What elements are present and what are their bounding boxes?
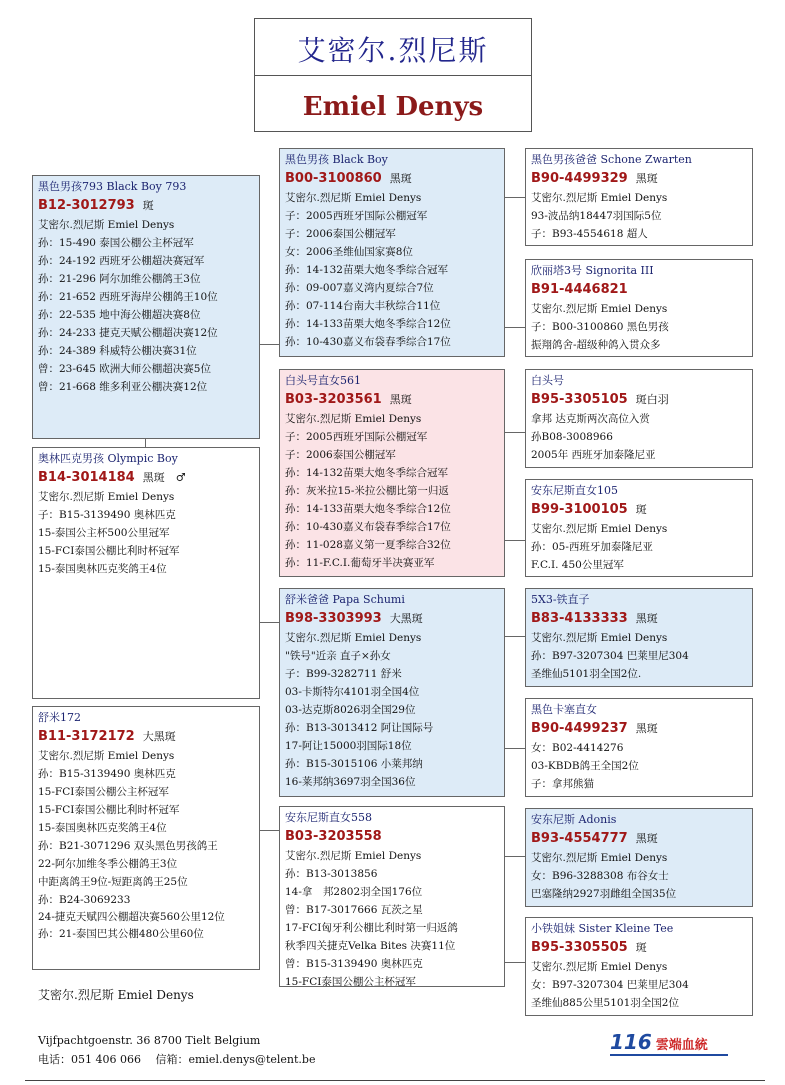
info-line: 子：B00-3100860 黑色男孩 [531,321,669,333]
info-line: 圣维仙885公里5101羽全国2位 [531,997,679,1009]
color-label: 斑 [635,503,647,516]
connector [259,622,279,623]
pigeon-name: 奥林匹克男孩 Olympic Boy [38,452,178,465]
info-line: 03-KBDB鸽王全国2位 [531,760,639,772]
pigeon-name: 小铁姐妹 Sister Kleine Tee [531,922,674,935]
info-line: 15-FCI泰国公棚比利时杯冠军 [38,804,180,816]
info-line: 曾：23-645 欧洲大师公棚超决赛5位 [38,363,211,375]
info-line: 女：B97-3207304 巴莱里尼304 [531,979,689,991]
great-grandparent-card [525,479,753,577]
info-line: 艾密尔.烈尼斯 Emiel Denys [531,523,668,535]
owner-name-chinese: 艾密尔.烈尼斯 [297,34,489,67]
info-line: 16-莱邦纳3697羽全国36位 [285,776,416,788]
title-divider [255,75,531,76]
logo-text: 雲端血統 [655,1038,708,1053]
info-line: 孙：24-389 科威特公棚决赛31位 [38,345,197,357]
subject-card [32,447,260,699]
info-line: 女：2006圣维仙国家赛8位 [285,246,413,258]
color-label: 斑白羽 [635,393,669,406]
info-line: 拿邦 达克斯两次高位入赏 [531,413,650,425]
color-label: 黑斑 ♂ [142,471,186,484]
info-line: 03-卡斯特尔4101羽全国4位 [285,686,420,698]
ring-number: B00-3100860 [285,171,382,186]
info-line: 15-FCI泰国公棚公主杯冠军 [285,976,416,987]
great-grandparent-card [525,917,753,1016]
ring-number: B95-3305505 [531,940,628,955]
great-grandparent-card [525,808,753,907]
pigeon-name: 舒米爸爸 Papa Schumi [285,593,405,606]
info-line: 24-捷克天赋四公棚超决赛560公里12位 [38,911,225,923]
granddam-card [279,806,505,987]
connector [505,962,525,963]
sire-card [32,175,260,439]
connector [145,438,146,447]
info-line: 14-拿 邦2802羽全国176位 [285,886,423,898]
ring-number: B11-3172172 [38,729,135,744]
color-label: 大黑斑 [389,612,423,625]
info-line: 孙：14-133苗栗大炮冬季综合12位 [285,318,451,330]
info-line: 孙：B21-3071296 双头黑色男孩鸽王 [38,840,218,852]
info-line: 巴塞隆纳2927羽雌组全国35位 [531,888,677,900]
owner-name-english: Emiel Denys [302,92,484,122]
ring-number: B91-4446821 [531,282,628,297]
pigeon-name: 舒米172 [38,711,81,724]
info-line: 孙：21-296 阿尔加维公棚鸽王3位 [38,273,201,285]
info-line: 15-泰国奥林匹克奖鸽王4位 [38,822,167,834]
info-line: 15-FCI泰国公棚比利时杯冠军 [38,545,180,557]
ring-number: B83-4133333 [531,611,628,626]
address: Vijfpachtgoenstr. 36 8700 Tielt Belgium [38,1034,261,1047]
info-line: 秋季四关捷克Velka Bites 决赛11位 [285,940,456,952]
ring-number: B93-4554777 [531,831,628,846]
color-label: 黑斑 [389,393,412,406]
info-line: 子：B99-3282711 舒米 [285,668,402,680]
info-line: 15-泰国公主杯500公里冠军 [38,527,170,539]
info-line: 艾密尔.烈尼斯 Emiel Denys [38,750,175,762]
info-line: 孙：15-490 泰国公棚公主杯冠军 [38,237,194,249]
pigeon-name: 黑色男孩爸爸 Schone Zwarten [531,153,692,166]
info-line: 孙：B13-3013412 阿让国际号 [285,722,434,734]
color-label: 黑斑 [635,612,658,625]
ring-number: B99-3100105 [531,502,628,517]
info-line: 03-达克斯8026羽全国29位 [285,704,416,716]
info-line: "铁号"近亲 直子×孙女 [285,650,391,662]
pigeon-name: 黑色男孩 Black Boy [285,153,388,166]
info-line: 子：2006泰国公棚冠军 [285,228,396,240]
info-line: 曾：21-668 维多利亚公棚决赛12位 [38,381,208,393]
info-line: 15-FCI泰国公棚公主杯冠军 [38,786,169,798]
info-line: 孙：21-652 西班牙海岸公棚鸽王10位 [38,291,218,303]
pigeon-name: 黑色卡塞直女 [531,703,597,716]
pigeon-name: 白头号 [531,374,564,387]
color-label: 黑斑 [635,832,658,845]
great-grandparent-card [525,259,753,357]
info-line: 22-阿尔加维冬季公棚鸽王3位 [38,858,178,870]
info-line: 孙：10-430嘉义布袋春季综合17位 [285,521,451,533]
connector [505,197,525,198]
info-line: 孙：B15-3015106 小莱邦纳 [285,758,423,770]
info-line: 艾密尔.烈尼斯 Emiel Denys [285,413,422,425]
bottom-divider [25,1080,765,1081]
info-line: 孙：灰米拉15-米拉公棚比第一归返 [285,485,449,497]
info-line: 17-阿让15000羽国际18位 [285,740,412,752]
info-line: 艾密尔.烈尼斯 Emiel Denys [285,850,422,862]
color-label: 斑 [142,199,154,212]
ring-number: B03-3203561 [285,392,382,407]
grandsire-card [279,588,505,797]
info-line: 子：2005西班牙国际公棚冠军 [285,431,428,443]
info-line: 艾密尔.烈尼斯 Emiel Denys [38,219,175,231]
info-line: 孙：11-F.C.I.葡萄牙半决赛亚军 [285,557,435,569]
info-line: 孙：B15-3139490 奥林匹克 [38,768,176,780]
logo-underline [610,1054,728,1056]
connector [505,540,525,541]
info-line: 孙：B97-3207304 巴莱里尼304 [531,650,689,662]
info-line: 孙：14-132苗栗大炮冬季综合冠军 [285,467,448,479]
info-line: 圣维仙5101羽全国2位. [531,668,642,680]
great-grandparent-card [525,148,753,246]
color-label: 黑斑 [635,722,658,735]
info-line: 孙：09-007嘉义湾内夏综合7位 [285,282,434,294]
info-line: 子：2006泰国公棚冠军 [285,449,396,461]
ring-number: B90-4499237 [531,721,628,736]
ring-number: B14-3014184 [38,470,135,485]
info-line: 2005年 西班牙加泰隆尼亚 [531,449,656,461]
connector [505,748,525,749]
info-line: 艾密尔.烈尼斯 Emiel Denys [38,491,175,503]
info-line: 子：拿邦熊猫 [531,778,594,790]
pigeon-name: 欣丽塔3号 Signorita III [531,264,654,277]
connector [505,432,525,433]
pigeon-name: 白头号直女561 [285,374,361,387]
info-line: 振翔鸽舍-超级种鸽入贯众多 [531,339,661,351]
ring-number: B12-3012793 [38,198,135,213]
ring-number: B90-4499329 [531,171,628,186]
connector [505,856,525,857]
connector [259,344,279,345]
grandsire-card [279,148,505,357]
info-line: F.C.I. 450公里冠军 [531,559,624,571]
info-line: 曾：B17-3017666 瓦茨之星 [285,904,423,916]
info-line: 孙：24-233 捷克天赋公棚超决赛12位 [38,327,218,339]
info-line: 孙：07-114台南大丰秋综合11位 [285,300,441,312]
color-label: 黑斑 [389,172,412,185]
logo-number: 116 [610,1030,652,1054]
info-line: 孙：05-西班牙加泰隆尼亚 [531,541,653,553]
info-line: 子：2005西班牙国际公棚冠军 [285,210,428,222]
info-line: 艾密尔.烈尼斯 Emiel Denys [285,192,422,204]
info-line: 中距离鸽王9位-短距离鸽王25位 [38,876,188,888]
ring-number: B03-3203558 [285,829,382,844]
great-grandparent-card [525,588,753,687]
contact-info: 电话：051 406 066 信箱：emiel.denys@telent.be [38,1053,316,1066]
info-line: 孙：11-028嘉义第一夏季综合32位 [285,539,451,551]
great-grandparent-card [525,369,753,468]
info-line: 子：B15-3139490 奥林匹克 [38,509,176,521]
info-line: 孙：B24-3069233 [38,894,131,906]
connector [505,327,525,328]
info-line: 艾密尔.烈尼斯 Emiel Denys [285,632,422,644]
info-line: 孙：24-192 西班牙公棚超决赛冠军 [38,255,205,267]
info-line: 孙B08-3008966 [531,431,613,443]
info-line: 艾密尔.烈尼斯 Emiel Denys [531,852,668,864]
pigeon-name: 安东尼斯 Adonis [531,813,617,826]
info-line: 孙：14-133苗栗大炮冬季综合12位 [285,503,451,515]
pigeon-name: 黑色男孩793 Black Boy 793 [38,180,187,193]
info-line: 15-泰国奥林匹克奖鸽王4位 [38,563,167,575]
info-line: 曾：B15-3139490 奥林匹克 [285,958,423,970]
color-label: 大黑斑 [142,730,176,743]
info-line: 艾密尔.烈尼斯 Emiel Denys [531,192,668,204]
pigeon-name: 安东尼斯直女558 [285,811,372,824]
info-line: 女：B02-4414276 [531,742,624,754]
info-line: 艾密尔.烈尼斯 Emiel Denys [531,961,668,973]
granddam-card [279,369,505,577]
connector [505,636,525,637]
color-label: 斑 [635,941,647,954]
ring-number: B95-3305105 [531,392,628,407]
owner-signature: 艾密尔.烈尼斯 Emiel Denys [38,988,194,1002]
title-box [254,18,532,132]
info-line: 艾密尔.烈尼斯 Emiel Denys [531,303,668,315]
dam-card [32,706,260,970]
info-line: 孙：21-泰国巴其公棚480公里60位 [38,928,204,940]
info-line: 17-FCI匈牙利公棚比利时第一归返鸽 [285,922,458,934]
info-line: 孙：10-430嘉义布袋春季综合17位 [285,336,451,348]
info-line: 93-波品纳18447羽国际5位 [531,210,662,222]
info-line: 孙：14-132苗栗大炮冬季综合冠军 [285,264,448,276]
color-label: 黑斑 [635,172,658,185]
ring-number: B98-3303993 [285,611,382,626]
pigeon-name: 5X3-铁直子 [531,593,590,606]
info-line: 孙：B13-3013856 [285,868,378,880]
logo [610,1030,728,1056]
info-line: 子：B93-4554618 超人 [531,228,648,240]
info-line: 女：B96-3288308 布谷女士 [531,870,669,882]
pigeon-name: 安东尼斯直女105 [531,484,618,497]
info-line: 艾密尔.烈尼斯 Emiel Denys [531,632,668,644]
great-grandparent-card [525,698,753,797]
connector [259,830,279,831]
info-line: 孙：22-535 地中海公棚超决赛8位 [38,309,201,321]
